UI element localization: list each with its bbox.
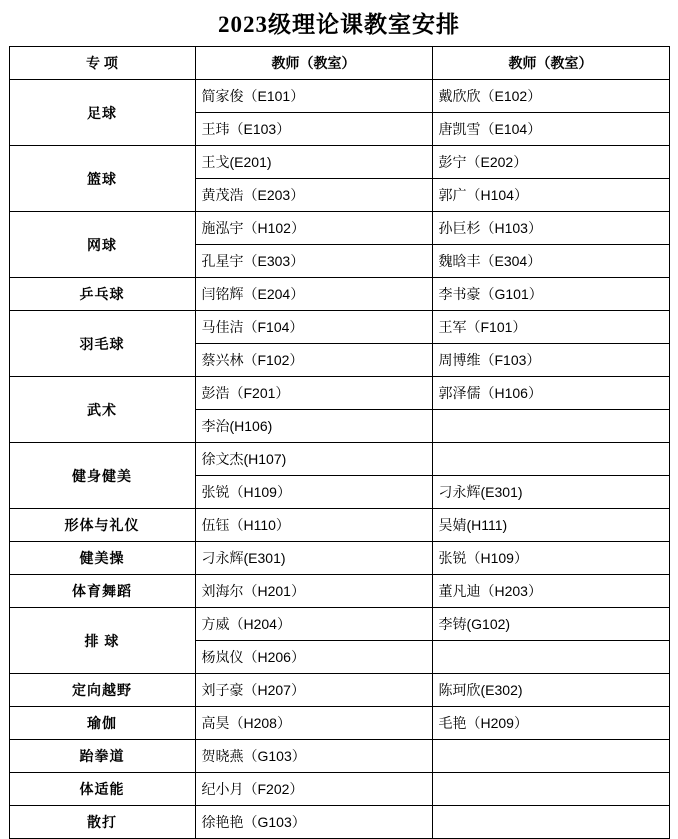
specialty-cell: 瑜伽 [9, 707, 195, 740]
teacher-classroom-cell: 马佳洁（F104） [195, 311, 432, 344]
teacher-classroom-cell: 董凡迪（H203） [432, 575, 669, 608]
empty-cell [432, 773, 669, 806]
table-body [9, 80, 669, 839]
teacher-classroom-cell: 贺晓燕（G103） [195, 740, 432, 773]
teacher-classroom-cell: 李治(H106) [195, 410, 432, 443]
table-row [9, 575, 669, 608]
teacher-classroom-cell: 王军（F101） [432, 311, 669, 344]
table-row [9, 443, 669, 476]
teacher-classroom-cell: 孙巨杉（H103） [432, 212, 669, 245]
teacher-classroom-cell: 闫铭辉（E204） [195, 278, 432, 311]
classroom-schedule-table [9, 46, 670, 839]
page-title: 2023级理论课教室安排 [218, 12, 460, 37]
column-header-teacher-2: 教师（教室） [432, 47, 669, 80]
table-row [9, 311, 669, 344]
teacher-classroom-cell: 徐文杰(H107) [195, 443, 432, 476]
teacher-classroom-cell: 刁永辉(E301) [195, 542, 432, 575]
empty-cell [432, 806, 669, 839]
teacher-classroom-cell: 黄茂浩（E203） [195, 179, 432, 212]
table-row [9, 278, 669, 311]
teacher-classroom-cell: 彭宁（E202） [432, 146, 669, 179]
teacher-classroom-cell: 施泓宇（H102） [195, 212, 432, 245]
specialty-cell: 形体与礼仪 [9, 509, 195, 542]
teacher-classroom-cell: 彭浩（F201） [195, 377, 432, 410]
table-row [9, 608, 669, 641]
teacher-classroom-cell: 方威（H204） [195, 608, 432, 641]
teacher-classroom-cell: 吴婧(H111) [432, 509, 669, 542]
teacher-classroom-cell: 王玮（E103） [195, 113, 432, 146]
teacher-classroom-cell: 孔星宇（E303） [195, 245, 432, 278]
teacher-classroom-cell: 刘海尔（H201） [195, 575, 432, 608]
table-row [9, 146, 669, 179]
teacher-classroom-cell: 伍钰（H110） [195, 509, 432, 542]
specialty-cell: 健美操 [9, 542, 195, 575]
teacher-classroom-cell: 杨岚仪（H206） [195, 641, 432, 674]
specialty-cell: 足球 [9, 80, 195, 146]
table-header [9, 47, 669, 80]
teacher-classroom-cell: 王戈(E201) [195, 146, 432, 179]
empty-cell [432, 443, 669, 476]
teacher-classroom-cell: 郭广（H104） [432, 179, 669, 212]
table-row [9, 707, 669, 740]
table-row [9, 542, 669, 575]
specialty-cell: 乒乓球 [9, 278, 195, 311]
table-header-row [9, 47, 669, 80]
table-row [9, 377, 669, 410]
specialty-cell: 跆拳道 [9, 740, 195, 773]
teacher-classroom-cell: 郭泽儒（H106） [432, 377, 669, 410]
teacher-classroom-cell: 陈珂欣(E302) [432, 674, 669, 707]
teacher-classroom-cell: 周博维（F103） [432, 344, 669, 377]
teacher-classroom-cell: 张锐（H109） [432, 542, 669, 575]
table-row [9, 212, 669, 245]
specialty-cell: 网球 [9, 212, 195, 278]
teacher-classroom-cell: 李铸(G102) [432, 608, 669, 641]
table-row [9, 674, 669, 707]
teacher-classroom-cell: 戴欣欣（E102） [432, 80, 669, 113]
specialty-cell: 体育舞蹈 [9, 575, 195, 608]
teacher-classroom-cell: 蔡兴林（F102） [195, 344, 432, 377]
table-row [9, 80, 669, 113]
table-row [9, 509, 669, 542]
specialty-cell: 定向越野 [9, 674, 195, 707]
teacher-classroom-cell: 刘子豪（H207） [195, 674, 432, 707]
empty-cell [432, 641, 669, 674]
specialty-cell: 排 球 [9, 608, 195, 674]
teacher-classroom-cell: 高昊（H208） [195, 707, 432, 740]
teacher-classroom-cell: 毛艳（H209） [432, 707, 669, 740]
teacher-classroom-cell: 张锐（H109） [195, 476, 432, 509]
specialty-cell: 散打 [9, 806, 195, 839]
empty-cell [432, 740, 669, 773]
table-row [9, 773, 669, 806]
table-row [9, 806, 669, 839]
teacher-classroom-cell: 简家俊（E101） [195, 80, 432, 113]
table-row [9, 740, 669, 773]
specialty-cell: 体适能 [9, 773, 195, 806]
column-header-specialty: 专 项 [9, 47, 195, 80]
column-header-teacher-1: 教师（教室） [195, 47, 432, 80]
teacher-classroom-cell: 纪小月（F202） [195, 773, 432, 806]
specialty-cell: 羽毛球 [9, 311, 195, 377]
specialty-cell: 篮球 [9, 146, 195, 212]
teacher-classroom-cell: 刁永辉(E301) [432, 476, 669, 509]
specialty-cell: 武术 [9, 377, 195, 443]
teacher-classroom-cell: 魏晗丰（E304） [432, 245, 669, 278]
teacher-classroom-cell: 唐凯雪（E104） [432, 113, 669, 146]
teacher-classroom-cell: 徐艳艳（G103） [195, 806, 432, 839]
teacher-classroom-cell: 李书豪（G101） [432, 278, 669, 311]
specialty-cell: 健身健美 [9, 443, 195, 509]
empty-cell [432, 410, 669, 443]
